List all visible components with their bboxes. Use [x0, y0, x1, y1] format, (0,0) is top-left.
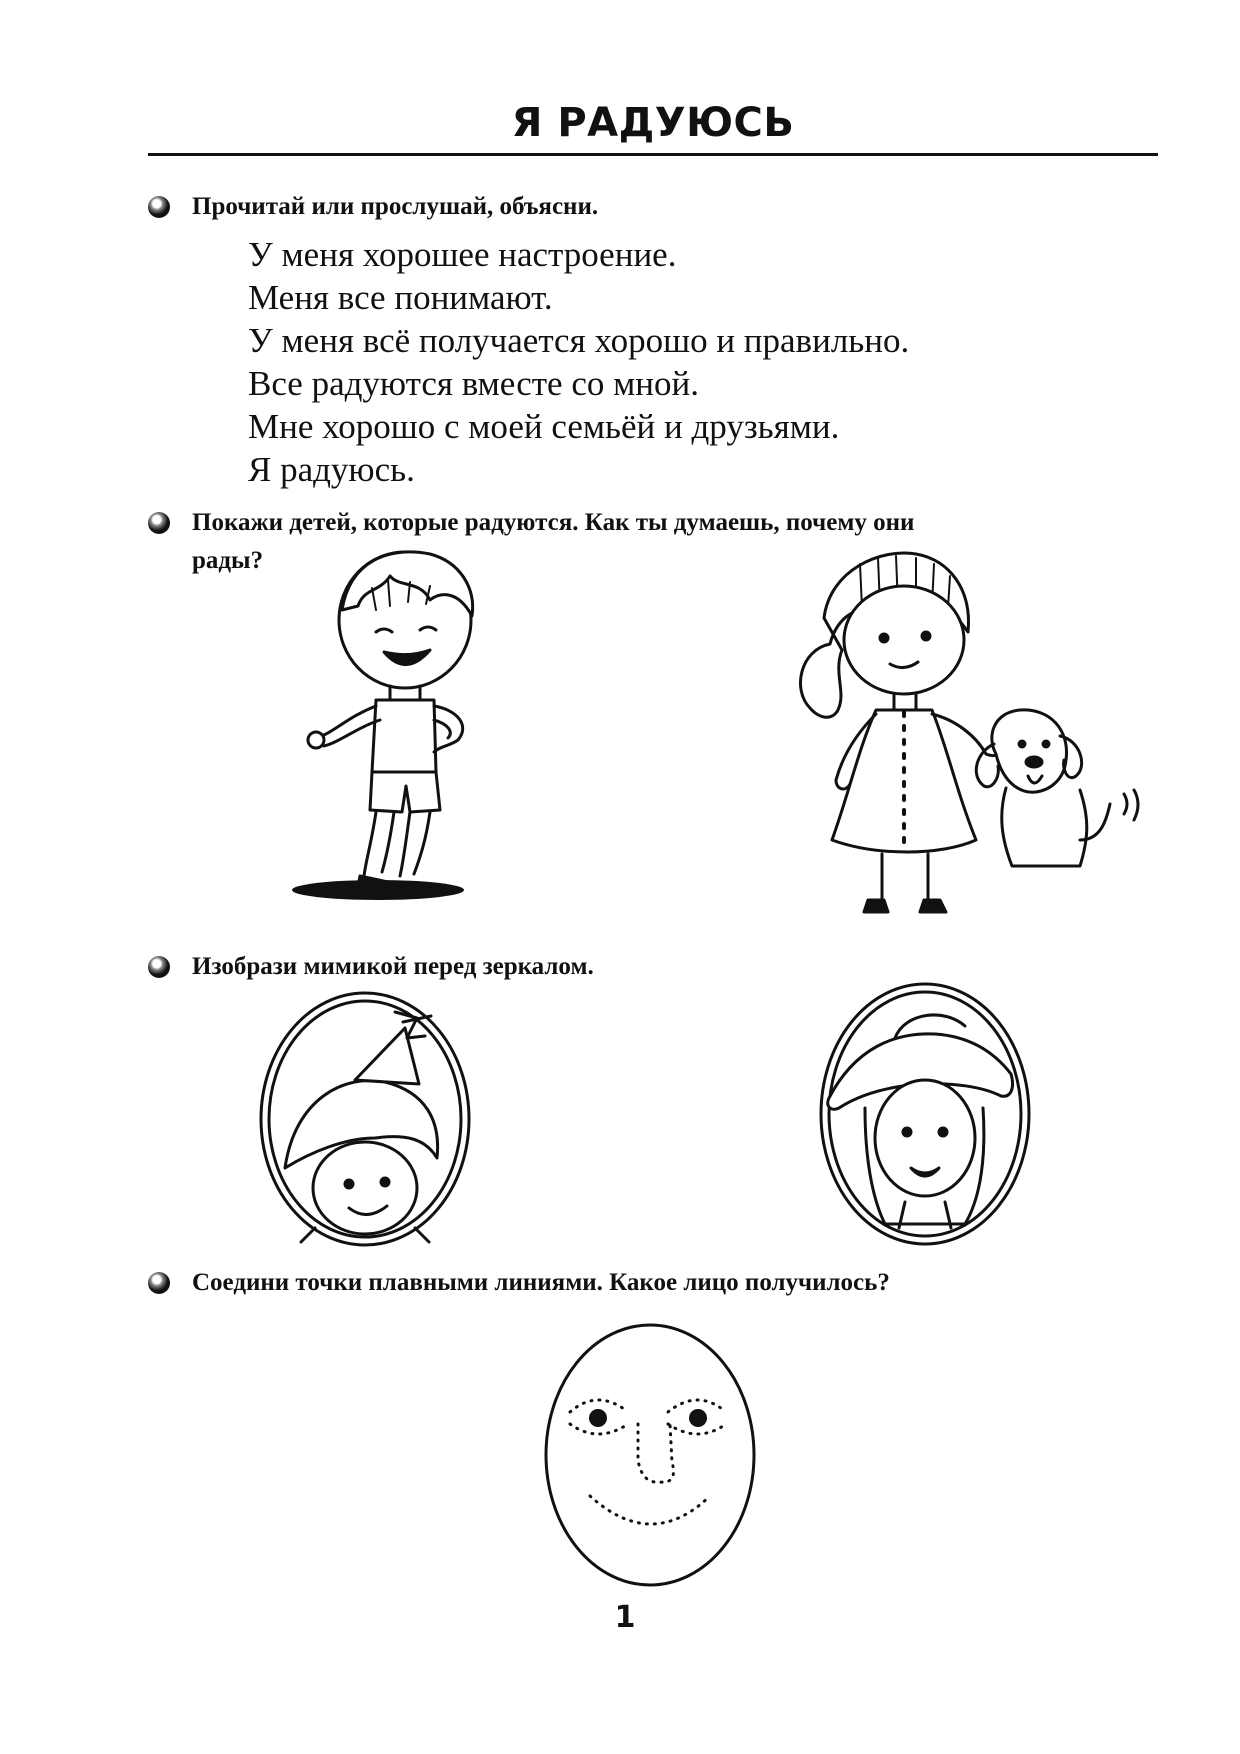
task-connect-dots: Соедини точки плавными линиями. Какое лицо получилось? — [192, 1269, 890, 1296]
title-divider — [148, 153, 1158, 156]
poem-line: Я радуюсь. — [248, 450, 415, 489]
boy-in-hat-portrait — [255, 988, 475, 1250]
dotted-face-oval — [540, 1320, 760, 1590]
running-boy-illustration — [280, 540, 520, 900]
task-read-instruction: Прочитай или прослушай, объясни. — [192, 193, 599, 220]
bullet-icon — [148, 196, 170, 218]
poem-line: Все радуются вместе со мной. — [248, 364, 699, 403]
bullet-icon — [148, 512, 170, 534]
task-line: рады? — [192, 547, 264, 574]
poem — [248, 233, 909, 491]
page-number: 1 — [614, 1600, 636, 1635]
bullet-icon — [148, 1272, 170, 1294]
poem-line: У меня всё получается хорошо и правильно. — [248, 321, 910, 360]
page-title: Я РАДУЮСЬ — [511, 100, 795, 146]
task-mimicry: Изобрази мимикой перед зеркалом. — [192, 953, 594, 980]
poem-line: У меня хорошее настроение. — [248, 235, 677, 274]
bullet-icon — [148, 956, 170, 978]
girl-in-hat-portrait — [815, 978, 1035, 1250]
task-line: Покажи детей, которые радуются. Как ты думаешь, почему они — [192, 509, 915, 536]
poem-line: Мне хорошо с моей семьёй и друзьями. — [248, 407, 840, 446]
girl-with-dog-illustration — [780, 540, 1160, 930]
poem-line: Меня все понимают. — [248, 278, 553, 317]
